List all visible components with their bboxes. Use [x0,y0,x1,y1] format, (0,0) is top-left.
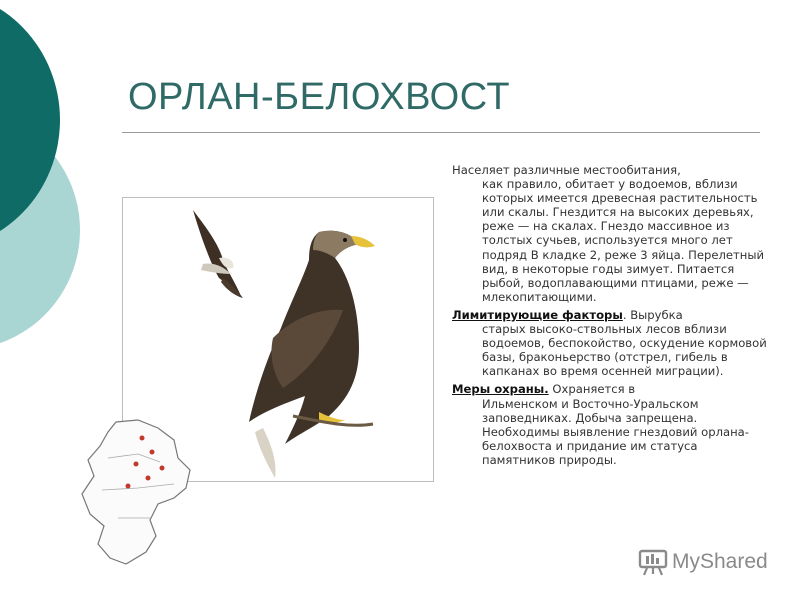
flying-eagle-figure [193,210,243,298]
presentation-board-icon [638,548,668,576]
brand-name: MyShared [672,550,768,573]
slide-title: ОРЛАН-БЕЛОХВОСТ [128,76,511,118]
limiting-factors-text: старых высоко-ствольных лесов вблизи водоемов, беспокойство, оскудение кормовой базы, браконьерство (отстрел, гибель в капканах во время осенней миграции). [482,322,767,379]
limiting-factors-heading: Лимитирующие факторы [452,307,623,322]
protection-paragraph [452,382,770,467]
habitat-lead: Населяет различные местообитания, [452,163,681,177]
title-divider [122,132,760,133]
protection-heading: Меры охраны. [452,382,549,397]
perched-eagle-figure [249,231,375,478]
myshared-watermark[interactable] [638,548,768,576]
protection-text: Ильменском и Восточно-Уральском заповедниках. Добыча запрещена. Необходимы выявление гнездовий орлана-белохвоста и придание им статуса памятников природы. [482,396,749,467]
protection-lead: Охраняется в [548,382,636,397]
habitat-paragraph [452,163,770,304]
species-description [452,163,770,471]
range-map [78,418,198,568]
limiting-lead: . Вырубка [622,307,683,322]
habitat-text: как правило, обитает у водоемов, вблизи которых имеется древесная растительность или скалы. Гнездится на высоких деревьях, реже — на скалах. Гнездо массивное из толстых сучьев, используется много лет подряд В кладке 2, реже 3 яйца. Перелетный вид, в некоторые годы зимует. Питается рыбой, водоплавающими птицами, реже — млекопитающими. [482,177,765,304]
limiting-factors-paragraph [452,308,770,378]
